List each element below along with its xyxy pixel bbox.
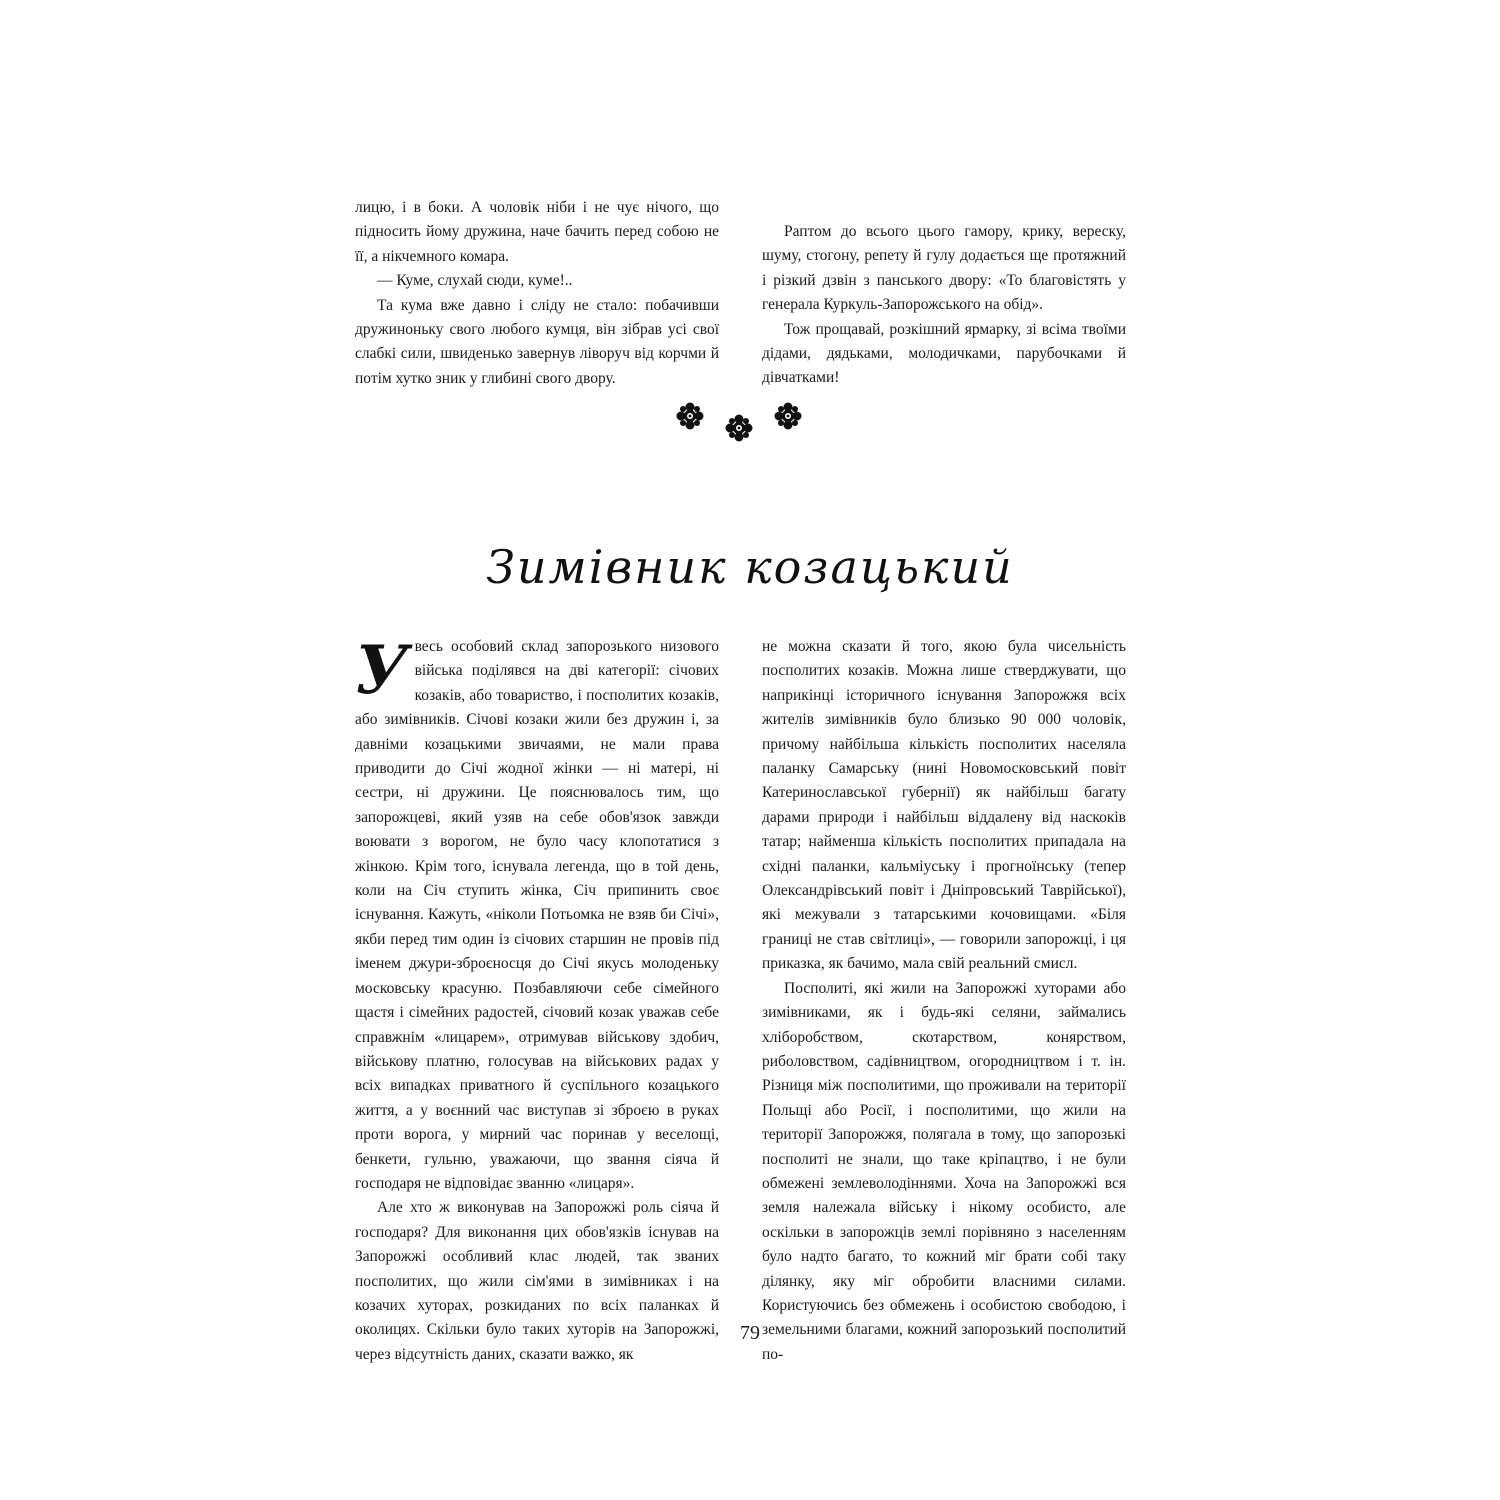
paragraph: Посполиті, які жили на Запорожжі хуторами або зимівниками, як і будь-які селяни, займались хліборобством, скотарством, конярством, риболовством, садівництвом, огородництвом і т. ін. Різниця між посполитими, що проживали на території Польщі або Росії, і посполитими, що жили на території Запорожжя, полягала в тому, що запорозькі посполиті не знали, що таке кріпацтво, і не були обмежені землеволодіннями. Хоча на Запорожжі вся земля належала війську і нікому особисто, але оскільки в запорожців землі порівняно з населенням було надто багато, то кожний міг брати собі таку ділянку, яку міг обробити власними силами. Користуючись без обмежень і особистою свободою, і земельними благами, кожний запорозький посполитий по- — [762, 979, 1126, 1363]
top-right-column — [762, 220, 1126, 391]
paragraph: лицю, і в боки. А чоловік ніби і не чує нічого, що підносить йому дружина, наче бачить перед собою не її, а нікчемного комара. — [355, 199, 719, 265]
main-left-column — [355, 631, 719, 1367]
paragraph: — Куме, слухай сюди, куме!.. — [377, 272, 573, 290]
drop-cap: У — [355, 631, 409, 709]
top-left-column — [355, 196, 719, 391]
paragraph-text: весь особовий склад запорозького низового війська поділявся на дві категорії: січових козаків, або товариство, і посполитих козаків, або зимівників. Січові козаки жили без дружин і, за давніми козацькими звичаями, не мали права приводити до Січі жодної жінки — ні матері, ні сестри, ні дружини. Це пояснювалось тим, що запорожцеві, який узяв на себе обов'язок завжди воювати з ворогом, не було часу клопотатися з жінкою. Крім того, існувала легенда, що в той день, коли на Січ ступить жінка, Січ припинить своє існування. Кажуть, «ніколи Потьомка не взяв би Січі», якби перед тим один із січових старшин не провів під іменем джури-зброєносця до Січі якусь молоденьку московську красуню. Позбавляючи себе сімейного щастя і сімейних радостей, січовий козак уважав себе справжнім «лицарем», отримував військову здобич, військову платню, голосував на військових радах у всіх випадках приватного й суспільного козацького життя, а у воєнний час виступав зі зброєю в руках проти ворога, у мирний час поринав у веселощі, бенкети, гульню, уважаючи, що звання сіяча й господаря не відповідає званню «лицаря». — [355, 638, 719, 1192]
paragraph: Але хто ж виконував на Запорожжі роль сіяча й господаря? Для виконання цих обов'язків існував на Запорожжі особливий клас людей, так званих посполитих, що жили сім'ями в зимівниках і на козачих хуторах, розкиданих по всіх паланках й околицях. Скільки було таких хуторів на Запорожжі, через відсутність даних, сказати важко, як — [355, 1199, 719, 1363]
paragraph: не можна сказати й того, якою була чисельність посполитих козаків. Можна лише стверджувати, що наприкінці історичного існування Запорожжя всіх жителів зимівників було близько 90 000 чоловік, причому найбільша кількість посполитих населяла паланку Самарську (нині Новомосковський повіт Катеринославської губернії) як найбільш багату дарами природи і найбільш віддалену від наскоків татар; найменша кількість посполитих припадала на східні паланки, кальміуську і прогноїнську (тепер Олександрівський повіт і Дніпровський Таврійської), які межували з татарськими кочовищами. «Біля границі не став світлиці», — говорили запорожці, і ця приказка, як бачимо, мала свій реальний смисл. — [762, 638, 1126, 973]
paragraph — [355, 631, 719, 1196]
page-number: 79 — [740, 1322, 760, 1344]
floral-ornament-icon — [674, 398, 804, 448]
chapter-title: Зимівник козацький — [486, 540, 1014, 594]
paragraph: Раптом до всього цього гамору, крику, вереску, шуму, стогону, репету й гулу додається ще протяжний і різкий дзвін з панського двору: «То благовістять у генерала Куркуль-Запорожського на обід». — [762, 223, 1126, 314]
paragraph: Та кума вже давно і сліду не стало: побачивши дружиноньку свого любого кумця, він зібрав усі свої слабкі сили, швиденько завернув ліворуч від корчми й потім хутко зник у глибині свого двору. — [355, 296, 719, 387]
paragraph: Тож прощавай, розкішний ярмарку, зі всіма твоїми дідами, дядьками, молодичками, парубочками й дівчатками! — [762, 320, 1126, 387]
main-right-column — [762, 635, 1126, 1367]
